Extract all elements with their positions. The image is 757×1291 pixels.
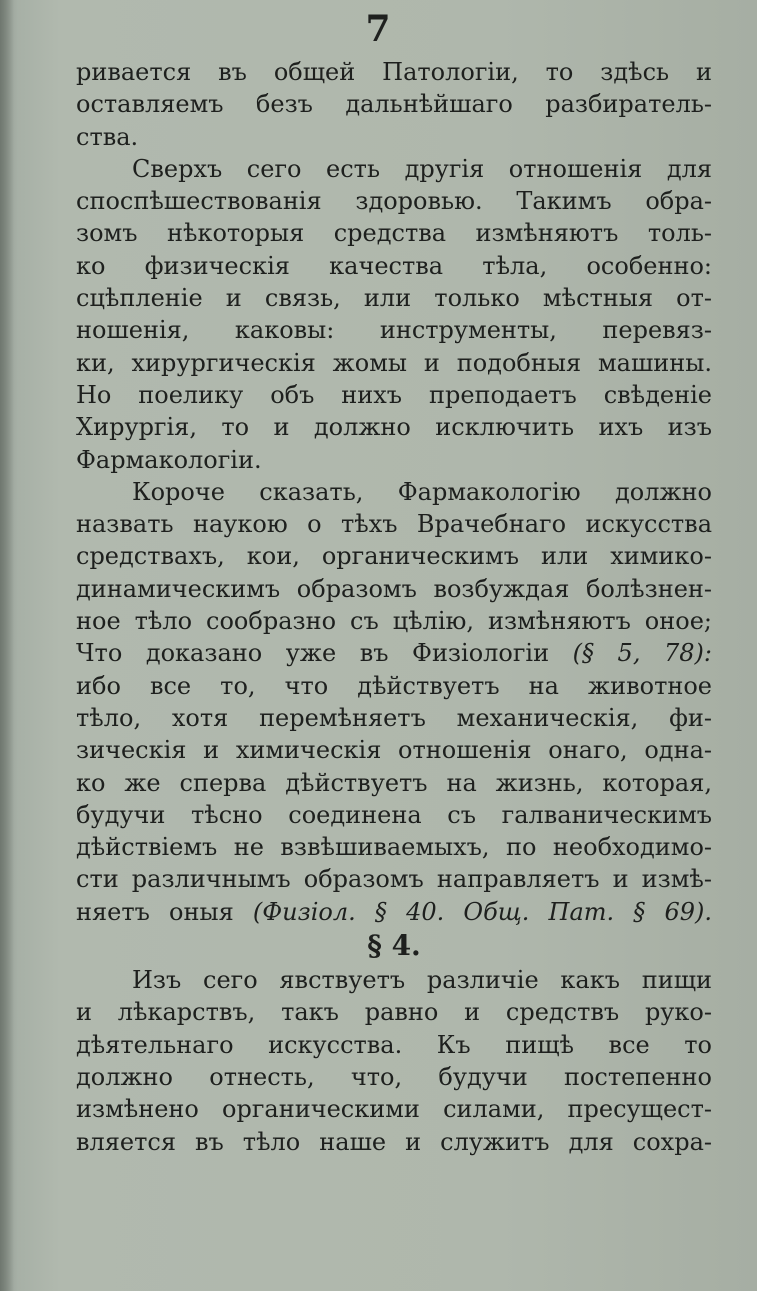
text-line: ривается въ общей Патологіи, то здѣсь и [76, 58, 712, 86]
text-fragment: Что доказано уже въ Физіологіи [76, 639, 550, 668]
text-line: Изъ сего явствуетъ различіе какъ пищи [132, 966, 712, 995]
text-line: должно отнесть, что, будучи постепенно [76, 1062, 712, 1091]
text-fragment: няетъ оныя [76, 897, 234, 926]
citation: (§ 5, 78): [572, 639, 712, 668]
text-line: тѣло, хотя перемѣняетъ механическія, фи- [76, 703, 712, 732]
text-line: сцѣпленіе и связь, или только мѣстныя от- [76, 284, 712, 313]
text-line: оставляемъ безъ дальнѣйшаго разбиратель- [76, 90, 712, 119]
text-line: дѣйствіемъ не взвѣшиваемыхъ, по необходимо- [76, 833, 712, 862]
section-heading: § 4. [367, 929, 421, 963]
text-line: ства. [76, 122, 139, 151]
text-line: Короче сказать, Фармакологію должно [132, 477, 712, 506]
text-line: назвать наукою о тѣхъ Врачебнаго искусства [76, 510, 712, 539]
text-line: ибо все то, что дѣйствуетъ на животное [76, 671, 712, 700]
text-line: и лѣкарствъ, такъ равно и средствъ руко- [76, 998, 712, 1027]
text-line: Хирургія, то и должно исключить ихъ изъ [76, 413, 712, 442]
text-line: Но поелику объ нихъ преподаетъ свѣденіе [76, 380, 712, 409]
text-line: ное тѣло сообразно съ цѣлію, измѣняютъ оное; [76, 607, 712, 636]
text-line: ки, хирургическія жомы и подобныя машины. [76, 348, 712, 377]
binding-shadow [0, 0, 14, 1291]
text-line: вляется въ тѣло наше и служитъ для сохра- [76, 1127, 712, 1156]
text-line: динамическимъ образомъ возбуждая болѣзнен- [76, 574, 712, 603]
page-number: 7 [365, 8, 392, 50]
text-line: зическія и химическія отношенія онаго, одна- [76, 736, 712, 765]
text-line: средствахъ, кои, органическимъ или химико- [76, 542, 712, 571]
citation: (Физіол. § 40. Общ. Пат. § 69). [252, 897, 712, 926]
text-line: будучи тѣсно соединена съ галваническимъ [76, 800, 712, 829]
body-text [76, 56, 712, 1158]
text-line: споспѣшествованія здоровью. Такимъ обра- [76, 187, 712, 216]
text-line: Фармакологіи. [76, 445, 262, 474]
text-line [76, 637, 712, 669]
text-line: измѣнено органическими силами, пресущест- [76, 1095, 712, 1124]
text-line: Сверхъ сего есть другія отношенія для [132, 154, 712, 183]
text-line: ко физическія качества тѣла, особенно: [76, 251, 712, 280]
text-line: ко же сперва дѣйствуетъ на жизнь, которая, [76, 768, 712, 797]
text-line: сти различнымъ образомъ направляетъ и измѣ- [76, 865, 712, 894]
text-line: ношенія, каковы: инструменты, перевяз- [76, 316, 712, 345]
text-line: дѣятельнаго искусства. Къ пищѣ все то [76, 1030, 712, 1059]
text-line [76, 896, 712, 928]
text-line: зомъ нѣкоторыя средства измѣняютъ толь- [76, 219, 712, 248]
